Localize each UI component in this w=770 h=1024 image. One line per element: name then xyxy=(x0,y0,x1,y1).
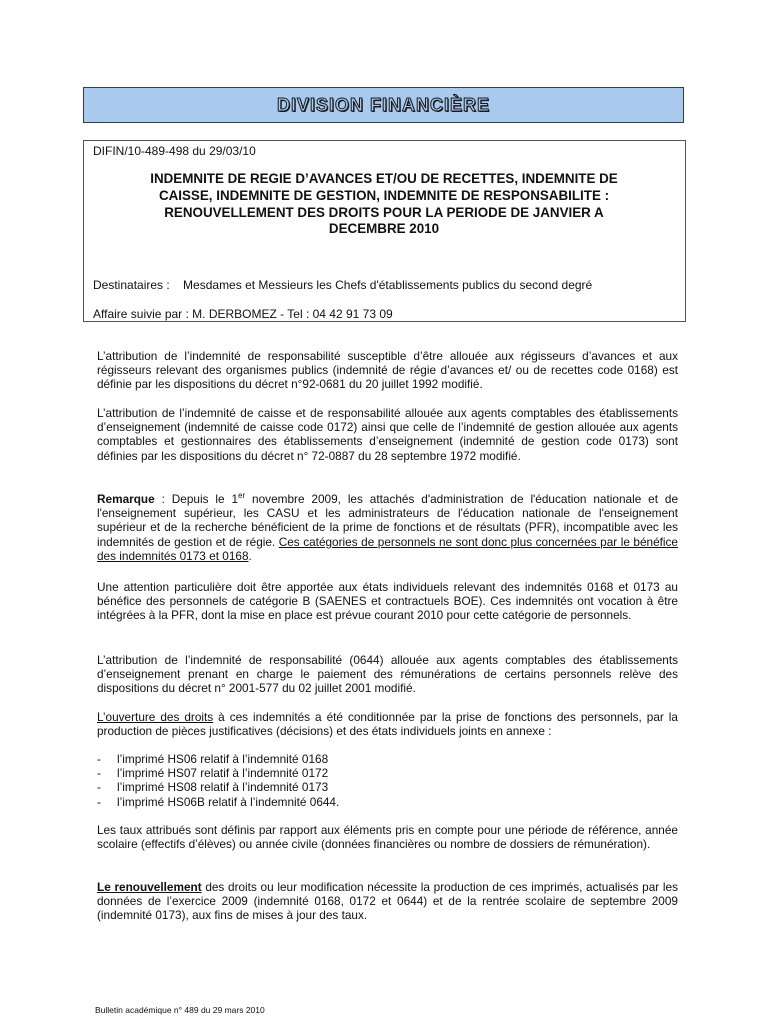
list-item xyxy=(97,766,678,780)
renouvellement-text: des droits ou leur modification nécessite la production de ces imprimés, actualisés par les données de l’exercice 2009 (indemnité 0168, 0172 et 0644) et de la rentrée scolaire de septembre 2009 (indemnité 0173), aux fins de mises à jour des taux. xyxy=(97,880,678,923)
remark-underlined-text: Ces catégories de personnels ne sont donc plus concernées par le bénéfice des indemnités 0173 et 0168 xyxy=(97,534,678,563)
title-line: CAISSE, INDEMNITE DE GESTION, INDEMNITE DE RESPONSABILITE : xyxy=(158,187,610,203)
list-item xyxy=(97,752,678,766)
title-line: INDEMNITE DE REGIE D’AVANCES ET/OU DE RECETTES, INDEMNITE DE xyxy=(150,171,618,186)
list-item-text: l’imprimé HS07 relatif à l’indemnité 0172 xyxy=(117,766,329,781)
circular-title xyxy=(94,171,674,238)
list-dash: - xyxy=(97,766,101,781)
renouvellement-heading: Le renouvellement xyxy=(97,880,202,894)
paragraph-attention: Une attention particulière doit être apportée aux états individuels relevant des indemnités 0168 et 0173 au bénéfice des personnels de catégorie B (SAENES et contractuels BOE). Ces indemnités ont vocation à être intégrées à la PFR, dont la mise en place est prévue courant 2010 pour cette catégorie de personnels. xyxy=(97,580,678,623)
list-item-text: l’imprimé HS08 relatif à l’indemnité 0173 xyxy=(117,780,329,795)
ouverture-text: à ces indemnités a été conditionnée par la prise de fonctions des personnels, par la production de pièces justificatives (décisions) et des états individuels joints en annexe : xyxy=(97,710,678,739)
remark-label: Remarque xyxy=(97,492,155,506)
remark-end: . xyxy=(248,548,252,563)
list-item-text: l’imprimé HS06 relatif à l’indemnité 0168 xyxy=(117,752,329,766)
paragraph-taux: Les taux attribués sont définis par rapport aux éléments pris en compte pour une période de référence, année scolaire (effectifs d’élèves) ou année civile (données financières ou nombre de dossiers de rémunération). xyxy=(97,823,678,852)
remark-text: : Depuis le 1 xyxy=(154,492,239,506)
remark-superscript: er xyxy=(238,491,246,500)
page-footer: Bulletin académique n° 489 du 29 mars 2010 xyxy=(95,1005,265,1015)
title-line: DECEMBRE 2010 xyxy=(328,221,440,237)
paragraph-ouverture xyxy=(97,710,678,738)
paragraph-responsabilite: L’attribution de l’indemnité de responsabilité (0644) allouée aux agents comptables des établissements d’enseignement prenant en charge le paiement des rémunérations de certains personnels relève des dispositions du décret n° 2001-577 du 02 juillet 2001 modifié. xyxy=(97,653,678,696)
division-title: DIVISION FINANCIÈRE xyxy=(276,94,491,115)
remark-paragraph xyxy=(97,492,678,563)
remark-text: novembre 2009, les attachés d'administration de l'éducation nationale et de l'enseignement supérieur, les CASU et les administrateurs de l'éducation nationale de l'enseignement supérieur et de la recherche bénéficient de la prime de fonctions et de résultats (PFR), incompatible avec les indemnités de gestion et de régie. xyxy=(97,492,678,549)
list-dash: - xyxy=(97,794,101,809)
followup-contact: Affaire suivie par : M. DERBOMEZ - Tel : 04 42 91 73 09 xyxy=(93,307,393,321)
forms-list xyxy=(97,752,678,809)
paragraph-caisse-gestion: L’attribution de l’indemnité de caisse et de responsabilité allouée aux agents comptables des établissements d’enseignement (indemnité de caisse code 0172) ainsi que celle de l’indemnité de gestion allouée aux agents comptables et gestionnaires des établissements d’enseignement (indemnité de gestion code 0173) sont définies par les dispositions du décret n° 72-0887 du 28 septembre 1972 modifié. xyxy=(97,406,678,463)
list-item xyxy=(97,780,678,794)
ouverture-heading: L’ouverture des droits xyxy=(97,710,214,724)
list-dash: - xyxy=(97,780,101,795)
reference-number: DIFIN/10-489-498 du 29/03/10 xyxy=(93,144,256,158)
title-line: RENOUVELLEMENT DES DROITS POUR LA PERIODE DE JANVIER A xyxy=(164,204,604,220)
list-item xyxy=(97,795,678,809)
circular-header-box xyxy=(83,140,686,322)
recipients-value: Mesdames et Messieurs les Chefs d'établissements publics du second degré xyxy=(183,278,593,292)
paragraph-renouvellement xyxy=(97,880,678,923)
recipients-label: Destinataires : xyxy=(93,278,170,292)
list-dash: - xyxy=(97,752,101,766)
division-banner xyxy=(83,87,684,123)
paragraph-regie: L’attribution de l’indemnité de responsabilité susceptible d’être allouée aux régisseurs d’avances et aux régisseurs relevant des organismes publics (indemnité de régie d’avances et/ ou de recettes code 0168) est définie par les dispositions du décret n°92-0681 du 20 juillet 1992 modifié. xyxy=(97,349,678,392)
recipients-line xyxy=(93,278,592,292)
list-item-text: l’imprimé HS06B relatif à l’indemnité 0644. xyxy=(117,794,340,809)
